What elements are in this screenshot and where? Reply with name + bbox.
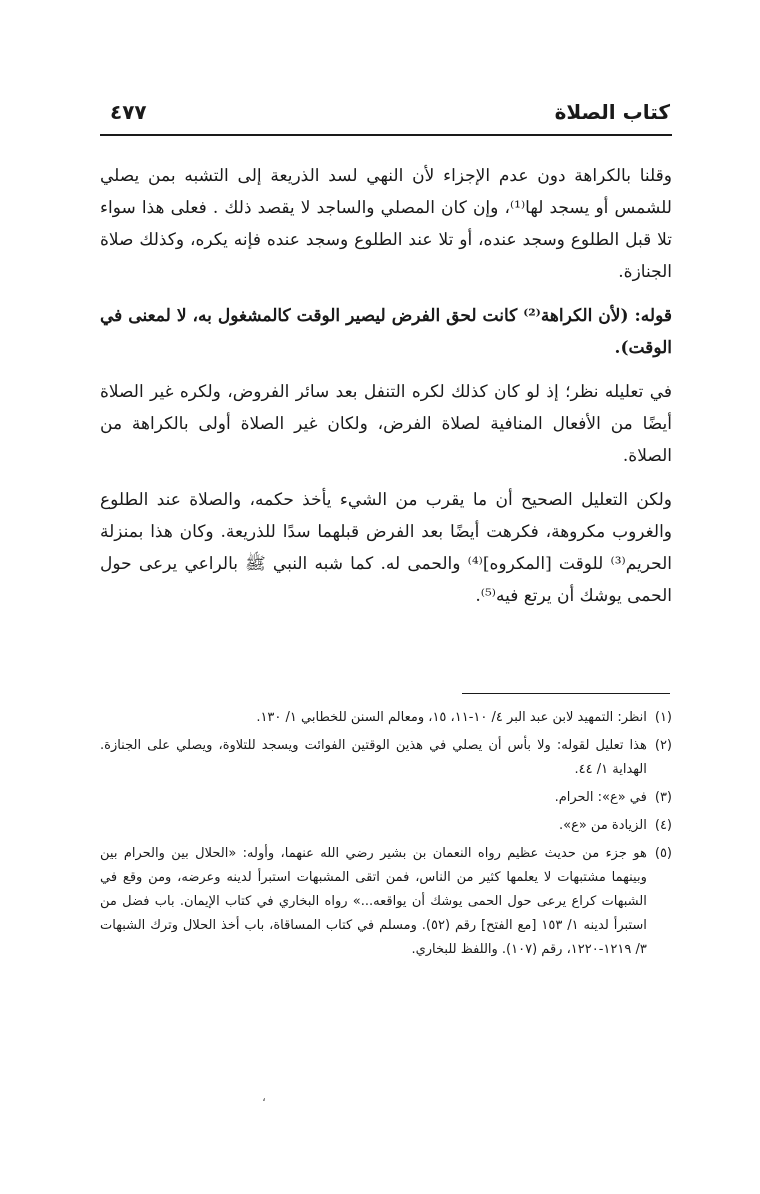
footnote-text: الزيادة من «ع». (559, 818, 647, 833)
footnote-number: (٣) (654, 790, 672, 805)
page-number: ٤٧٧ (110, 100, 147, 124)
header-divider (100, 134, 672, 136)
footnote-number: (٢) (654, 738, 672, 753)
quoted-statement: قوله: (لأن الكراهة⁽²⁾ كانت لحق الفرض ليصير الوقت كالمشغول به، لا لمعنى في الوقت). (100, 306, 673, 358)
paragraph-3: ولكن التعليل الصحيح أن ما يقرب من الشيء يأخذ حكمه، والصلاة عند الطلوع والغروب مكروهة، فكرهت أيضًا بعد الفرض قبلهما سدًا للذريعة. وكان هذا بمنزلة الحريم⁽³⁾ للوقت [المكروه]⁽⁴⁾ والحمى له. كما شبه النبي ﷺ بالراعي يرعى حول الحمى يوشك أن يرتع فيه⁽⁵⁾. (100, 490, 672, 606)
stray-mark: ، (262, 1090, 266, 1104)
footnotes (100, 706, 672, 966)
chapter-title: كتاب الصلاة (554, 100, 670, 124)
footnote-2 (100, 734, 672, 782)
footnote-5 (100, 842, 672, 962)
footnote-text: هو جزء من حديث عظيم رواه النعمان بن بشير رضي الله عنهما، وأوله: «الحلال بين والحرام بين وبينهما مشتبهات لا يعلمها كثير من الناس، فمن اتقى المشبهات استبرأ لدينه وعرضه، ومن وقع في الشبهات كراع يرعى حول الحمى يوشك أن يواقعه...» رواه البخاري في كتاب الإيمان. باب فضل من استبرأ لدينه ١/ ١٥٣ [مع الفتح] رقم (٥٢). ومسلم في كتاب المساقاة، باب أخذ الحلال وترك الشبهات ٣/ ١٢١٩-١٢٢٠، رقم (١٠٧). واللفظ للبخاري. (100, 846, 647, 957)
paragraph-1: وقلنا بالكراهة دون عدم الإجزاء لأن النهي لسد الذريعة إلى التشبه بمن يصلي للشمس أو يسجد لها⁽¹⁾، وإن كان المصلي والساجد لا يقصد ذلك . فعلى هذا سواء تلا قبل الطلوع وسجد عنده، أو تلا عند الطلوع وسجد عنده فإنه يكره، وكذلك صلاة الجنازة. (100, 166, 672, 282)
main-text (100, 160, 672, 624)
footnote-1 (100, 706, 672, 730)
footnote-text: في «ع»: الحرام. (554, 790, 647, 805)
footnote-number: (٥) (654, 846, 672, 861)
footnote-4 (100, 814, 672, 838)
footnote-text: هذا تعليل لقوله: ولا بأس أن يصلي في هذين الوقتين الفوائت ويسجد للتلاوة، ويصلي على الجنازة. الهداية ١/ ٤٤. (100, 738, 647, 777)
footnote-number: (١) (654, 710, 672, 725)
footnote-3 (100, 786, 672, 810)
paragraph-2: في تعليله نظر؛ إذ لو كان كذلك لكره التنفل بعد سائر الفروض، ولكره غير الصلاة أيضًا من الأفعال المنافية لصلاة الفرض، ولكان غير الصلاة أولى بالكراهة من الصلاة. (100, 382, 672, 466)
footnote-number: (٤) (654, 818, 672, 833)
footnote-divider (462, 693, 670, 694)
footnote-text: انظر: التمهيد لابن عبد البر ٤/ ١٠-١١، ١٥، ومعالم السنن للخطابي ١/ ١٣٠. (256, 710, 647, 725)
running-header (110, 100, 670, 130)
